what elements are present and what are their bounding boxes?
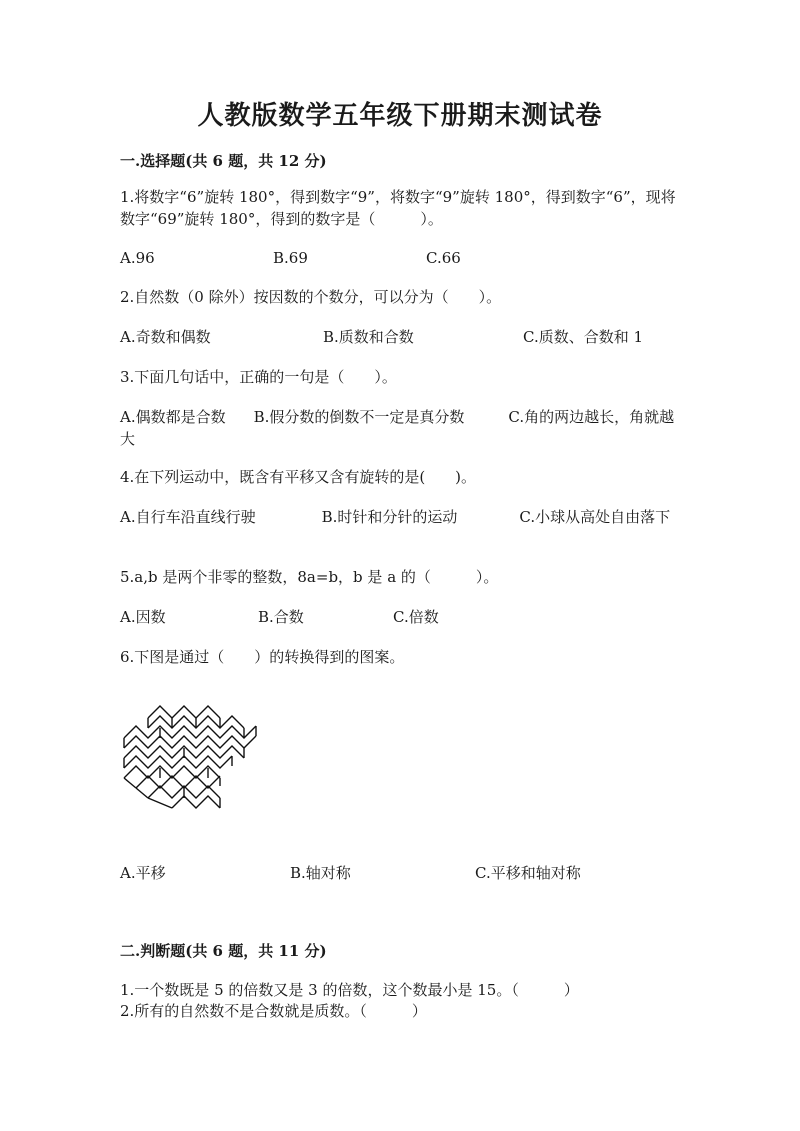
- option-c[interactable]: C.角的两边越长，角就越大: [120, 408, 675, 448]
- option-c[interactable]: C.平移和轴对称: [475, 864, 581, 882]
- judgement-question-2: 2.所有的自然数不是合数就是质数。（ ）: [120, 1002, 427, 1020]
- page-title: 人教版数学五年级下册期末测试卷: [197, 101, 603, 131]
- section-heading-judgement: 二.判断题(共 6 题，共 11 分): [120, 942, 327, 960]
- option-c[interactable]: C.质数、合数和 1: [523, 328, 644, 346]
- pattern-band: [124, 726, 256, 738]
- option-a[interactable]: A.平移: [120, 864, 166, 882]
- option-b[interactable]: B.轴对称: [290, 864, 351, 882]
- question-6-options: [120, 862, 680, 884]
- question-6: 6.下图是通过（ ）的转换得到的图案。: [120, 648, 405, 666]
- pattern-joint: [148, 798, 172, 808]
- question-2: 2.自然数（0 除外）按因数的个数分，可以分为（ ）。: [120, 288, 502, 306]
- question-4: 4.在下列运动中，既含有平移又含有旋转的是( )。: [120, 468, 477, 486]
- option-b[interactable]: B.69: [273, 249, 308, 267]
- pattern-joint: [136, 788, 148, 798]
- judgement-question-1: 1.一个数既是 5 的倍数又是 3 的倍数，这个数最小是 15。（ ）: [120, 981, 579, 999]
- option-c[interactable]: C.66: [426, 249, 461, 267]
- option-c[interactable]: C.小球从高处自由落下: [519, 508, 671, 526]
- section-heading-choice: 一.选择题(共 6 题，共 12 分): [120, 152, 327, 170]
- pattern-band: [124, 736, 256, 748]
- option-b[interactable]: B.时针和分针的运动: [321, 508, 458, 526]
- question-3-options: [120, 406, 680, 450]
- option-a[interactable]: A.因数: [120, 608, 166, 626]
- option-c[interactable]: C.倍数: [393, 608, 439, 626]
- question-4-options: [120, 506, 680, 528]
- option-b[interactable]: B.质数和合数: [323, 328, 414, 346]
- option-a[interactable]: A.偶数都是合数: [120, 408, 226, 426]
- question-1: 1.将数字“6”旋转 180°，得到数字“9”，将数字“9”旋转 180°，得到数字“6”，现将数字“69”旋转 180°，得到的数字是（ ）。: [120, 188, 676, 228]
- question-1-options: [120, 247, 680, 269]
- option-a[interactable]: A.奇数和偶数: [120, 328, 211, 346]
- question-2-options: [120, 326, 680, 348]
- tessellation-figure: [118, 700, 263, 820]
- pattern-joint: [124, 778, 136, 788]
- question-5-options: [120, 606, 680, 628]
- pattern-band: [124, 756, 232, 768]
- question-5: 5.a,b 是两个非零的整数，8a=b，b 是 a 的（ ）。: [120, 568, 499, 586]
- option-b[interactable]: B.合数: [258, 608, 304, 626]
- option-b[interactable]: B.假分数的倒数不一定是真分数: [253, 408, 465, 426]
- option-a[interactable]: A.自行车沿直线行驶: [120, 508, 256, 526]
- question-3: 3.下面几句话中，正确的一句是（ ）。: [120, 368, 397, 386]
- option-a[interactable]: A.96: [120, 249, 155, 267]
